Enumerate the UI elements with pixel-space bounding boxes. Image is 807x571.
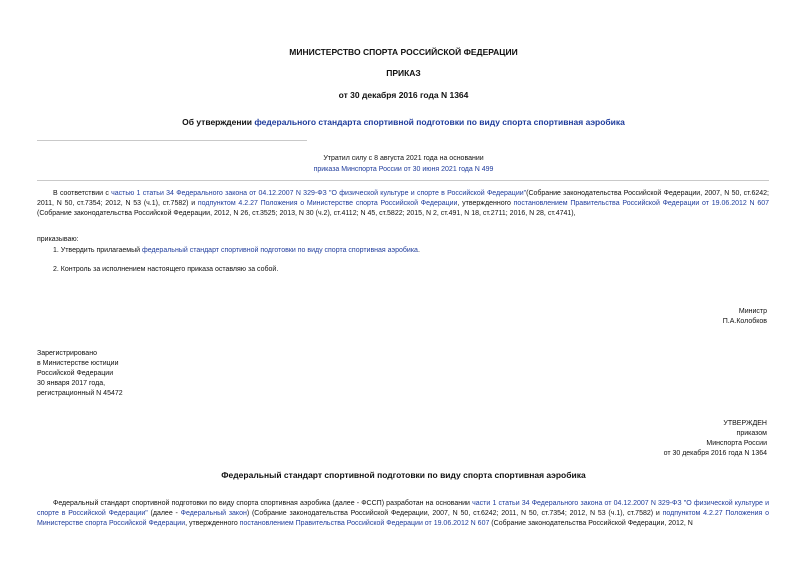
order-word: приказываю: <box>37 236 79 243</box>
standard-link[interactable]: федеральный стандарт спортивной подготовки по виду спорта спортивная аэробика <box>141 247 418 254</box>
full-divider <box>37 180 769 181</box>
status-line: Утратил силу с 8 августа 2021 года на основании <box>323 155 484 162</box>
standard-regulation-link[interactable]: подпунктом 4.2.27 Положения о Министерстве спорта Российской Федерации <box>37 510 769 527</box>
federal-law-link[interactable]: Федеральный закон <box>180 510 247 517</box>
title-prefix: Об утверждении <box>182 117 255 127</box>
order-item-2: 2. Контроль за исполнением настоящего приказа оставляю за собой. <box>53 266 279 273</box>
standard-resolution-link[interactable]: постановлением Правительства Российской Федерации от 19.06.2012 N 607 <box>239 520 490 527</box>
resolution-link[interactable]: постановлением Правительства Российской Федерации от 19.06.2012 N 607 <box>513 200 770 207</box>
registration-block: Зарегистрировано в Министерстве юстиции Российской Федерации 30 января 2017 года, регистрационный N 45472 <box>37 350 123 397</box>
signature-position: Министр <box>738 308 767 315</box>
document-title <box>0 117 807 127</box>
doc-type-heading: ПРИКАЗ <box>386 68 421 78</box>
date-number-heading: от 30 декабря 2016 года N 1364 <box>338 90 469 100</box>
approved-block: УТВЕРЖДЕН приказом Минспорта России от 30 декабря 2016 года N 1364 <box>663 420 767 457</box>
standard-title: Федеральный стандарт спортивной подготовки по виду спорта спортивная аэробика <box>221 470 586 480</box>
signature-name: П.А.Колобков <box>722 318 767 325</box>
standard-paragraph: Федеральный стандарт спортивной подготовки по виду спорта спортивная аэробика (далее - ФССП) разработан на основании части 1 статьи 34 Федерального закона от 04.12.2007 N 329-ФЗ "О физической культуре и спорте в Российской Федерации" (далее - Федеральный закон) (Собрание законодательства Российской Федерации, 2007, N 50, ст.6242; 2011, N 50, ст.7354; 2012, N 53 (ч.1), ст.7582) и подпунктом 4.2.27 Положения о Министерстве спорта Российской Федерации, утвержденного постановлением Правительства Российской Федерации от 19.06.2012 N 607 (Собрание законодательства Российской Федерации, 2012, N <box>37 500 770 527</box>
preamble-paragraph: В соответствии с частью 1 статьи 34 Федерального закона от 04.12.2007 N 329-ФЗ "О физической культуре и спорте в Российской Федерации"(Собрание законодательства Российской Федерации, 2007, N 50, ст.6242; 2011, N 50, ст.7354; 2012, N 53 (ч.1), ст.7582) и подпунктом 4.2.27 Положения о Министерстве спорта Российской Федерации, утвержденного постановлением Правительства Российской Федерации от 19.06.2012 N 607 (Собрание законодательства Российской Федерации, 2012, N 26, ст.3525; 2013, N 30 (ч.2), ст.4112; N 45, ст.5822; 2015, N 2, ст.491, N 18, ст.2711; 2016, N 28, ст.4741), <box>37 190 770 217</box>
regulation-link[interactable]: подпунктом 4.2.27 Положения о Министерстве спорта Российской Федерации <box>197 200 458 207</box>
order-item-1: 1. Утвердить прилагаемый федеральный стандарт спортивной подготовки по виду спорта спортивная аэробика. <box>53 247 420 254</box>
standard-law-link[interactable]: части 1 статьи 34 Федерального закона от 04.12.2007 N 329-ФЗ "О физической культуре и спорте в Российской Федерации" <box>37 500 770 517</box>
law-link[interactable]: частью 1 статьи 34 Федерального закона от 04.12.2007 N 329-ФЗ "О физической культуре и спорте в Российской Федерации" <box>111 190 527 197</box>
signature-block <box>723 307 767 327</box>
short-divider <box>37 140 307 141</box>
status-link[interactable]: приказа Минспорта России от 30 июня 2021 года N 499 <box>313 166 494 173</box>
title-link[interactable]: федерального стандарта спортивной подготовки по виду спорта спортивная аэробика <box>254 117 625 127</box>
ministry-heading: МИНИСТЕРСТВО СПОРТА РОССИЙСКОЙ ФЕДЕРАЦИИ <box>289 47 518 57</box>
